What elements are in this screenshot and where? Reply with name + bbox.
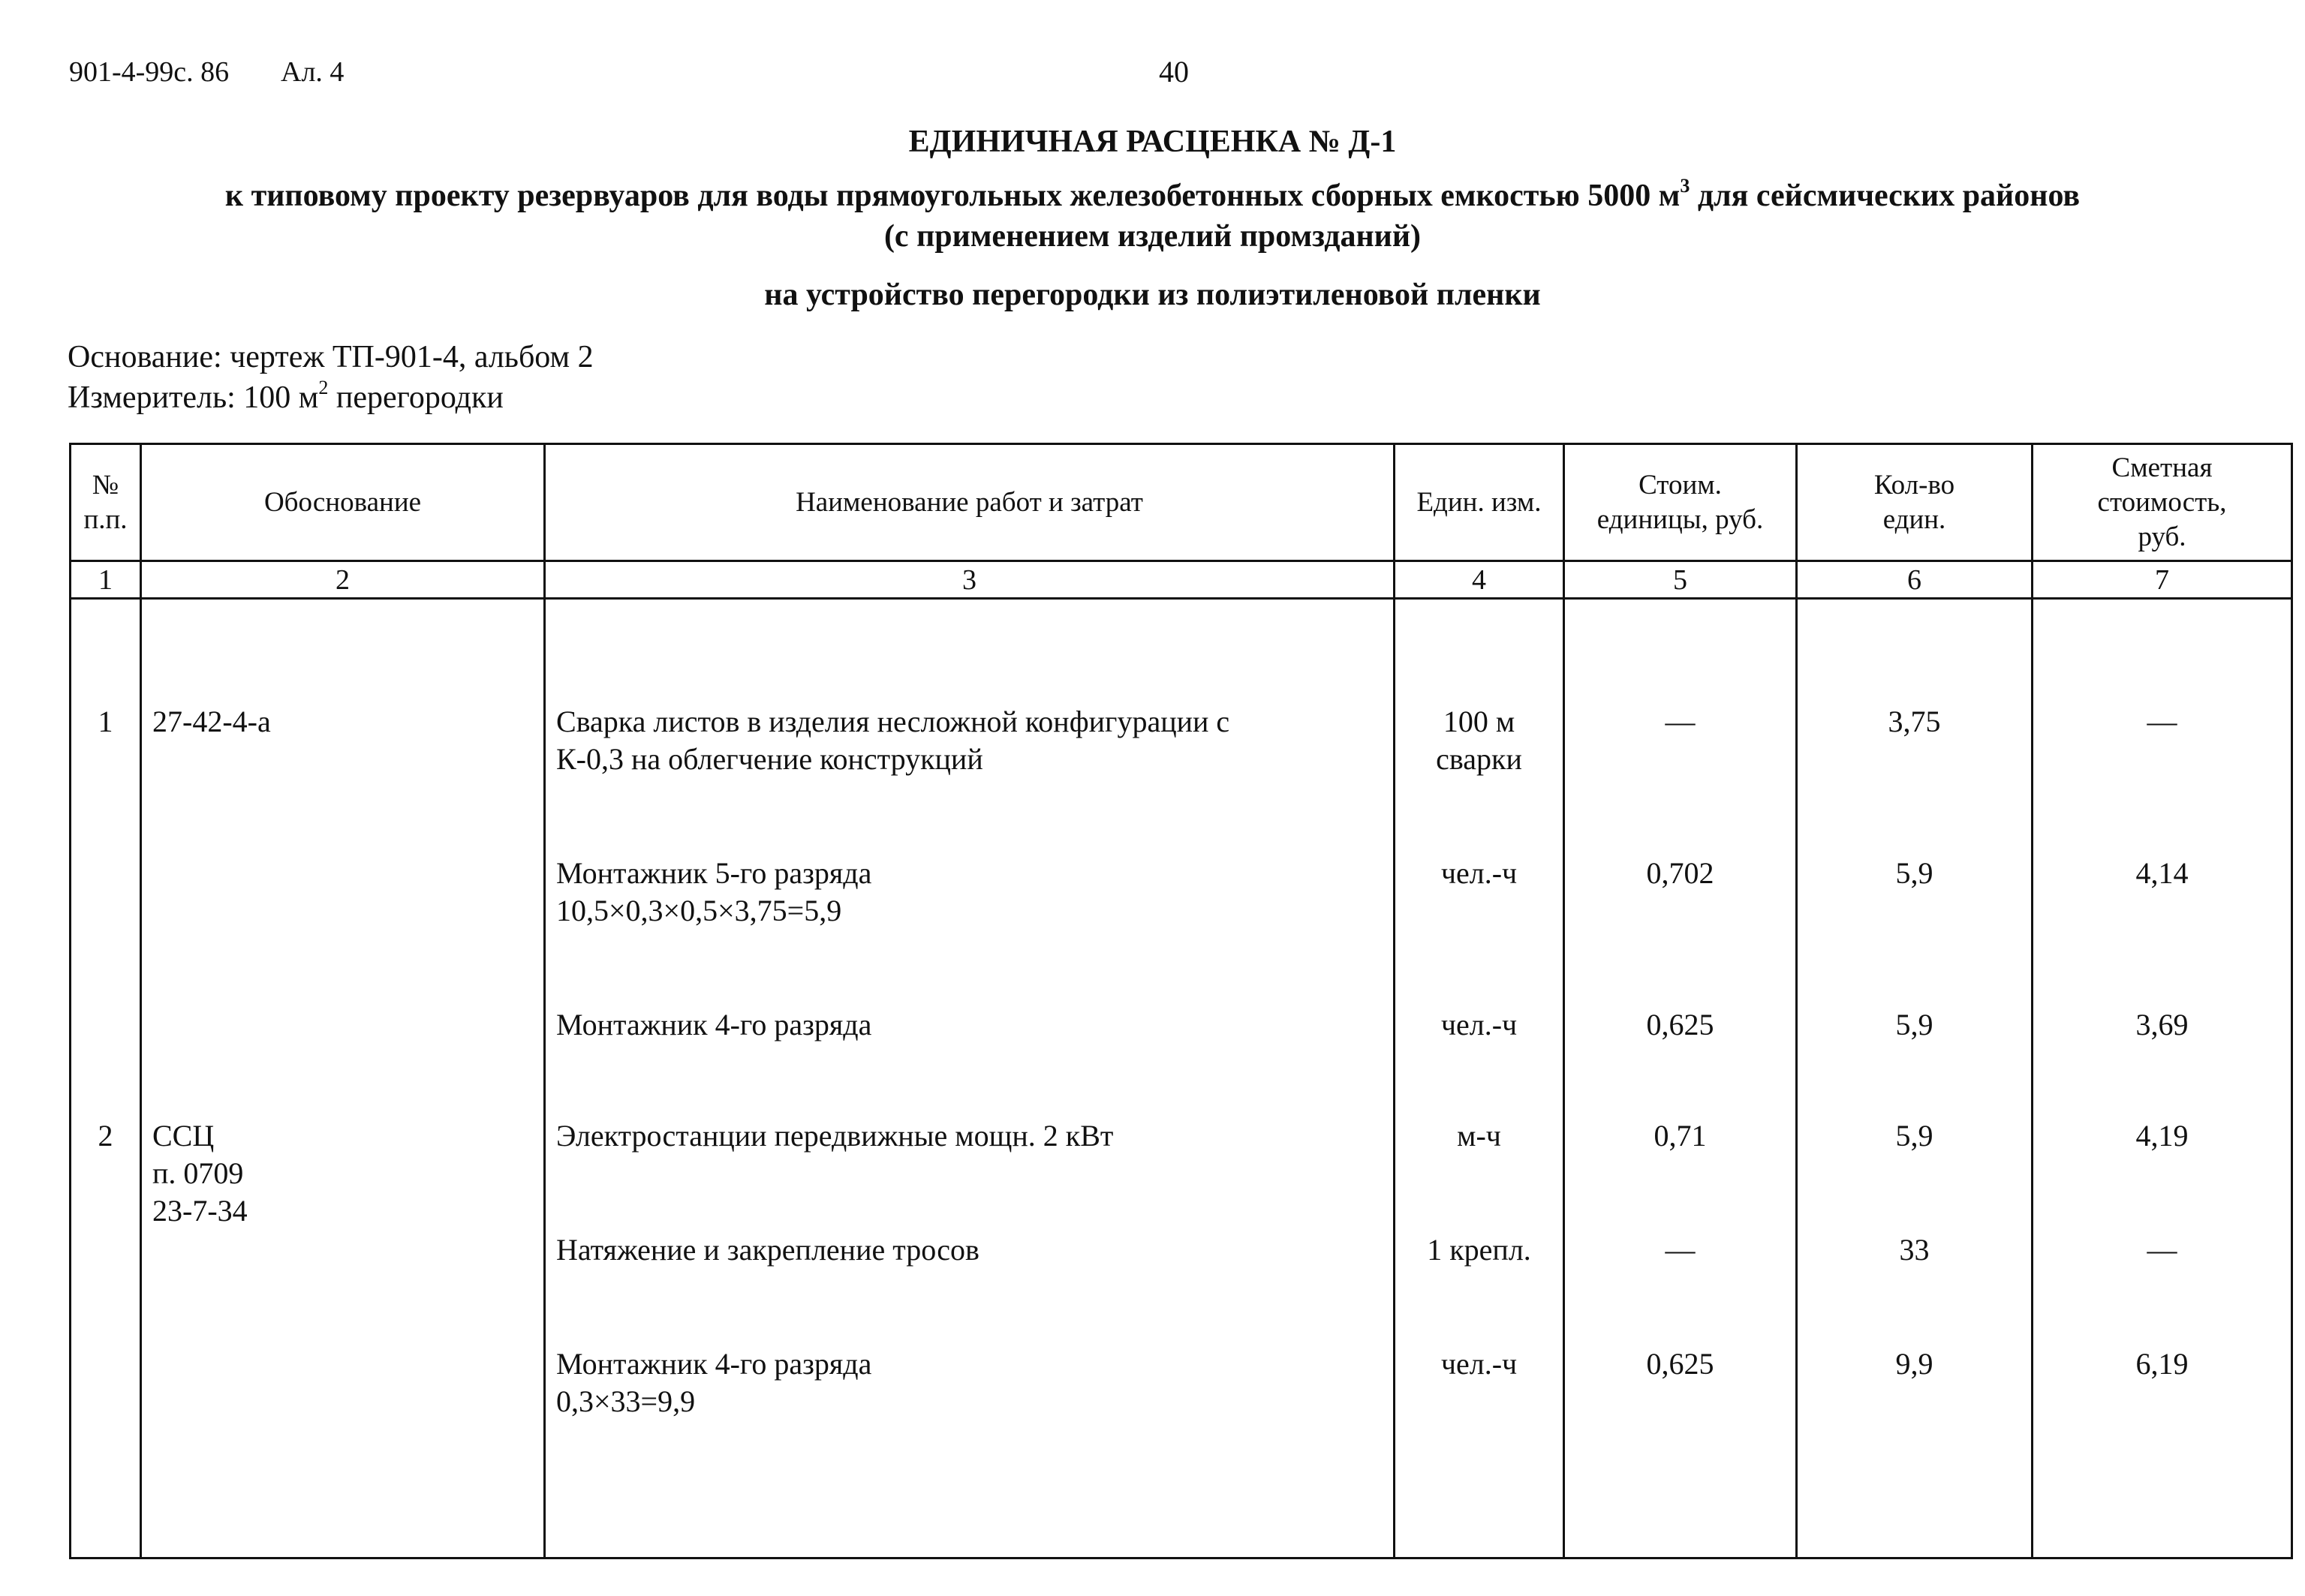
work-name: Натяжение и закрепление тросов <box>556 1233 979 1267</box>
unit-price-value: — <box>1665 705 1696 738</box>
item-number: 2 <box>98 1119 113 1153</box>
quantity-value: 5,9 <box>1895 856 1933 890</box>
table-header-row <box>71 444 2292 561</box>
header-unit: Един. изм. <box>1395 444 1564 561</box>
table-body <box>71 599 2292 1558</box>
measure-line: Измеритель: 100 $м^2$ перегородки <box>68 376 504 415</box>
album-label: Ал. 4 <box>281 56 345 88</box>
cost-value: 4,14 <box>2135 856 2189 890</box>
quantity-value: 9,9 <box>1895 1347 1933 1381</box>
unit-price-value: — <box>1665 1233 1696 1267</box>
basis-code: ССЦ п. 0709 23-7-34 <box>152 1119 248 1228</box>
unit-value: м-ч <box>1457 1119 1501 1153</box>
number-column <box>71 599 141 1558</box>
unit-value: 100 м сварки <box>1436 705 1522 776</box>
header-name: Наименование работ и затрат <box>545 444 1395 561</box>
page-number: 40 <box>1159 55 1189 89</box>
column-number: 6 <box>1797 561 2033 599</box>
unit-value: 1 крепл. <box>1427 1233 1531 1267</box>
column-number: 4 <box>1395 561 1564 599</box>
unit-value: чел.-ч <box>1440 1008 1518 1041</box>
quantity-value: 3,75 <box>1888 705 1941 738</box>
unit-price-value: 0,71 <box>1654 1119 1707 1153</box>
cost-value: — <box>2147 705 2177 738</box>
work-name: Монтажник 4-го разряда 0,3×33=9,9 <box>556 1347 872 1418</box>
cost-value: 6,19 <box>2135 1347 2189 1381</box>
column-number: 7 <box>2033 561 2292 599</box>
column-number: 5 <box>1564 561 1797 599</box>
header-quantity: Кол-во един. <box>1797 444 2033 561</box>
basis-code: 27-42-4-а <box>152 705 271 738</box>
subtitle-note: (с применением изделий промзданий) <box>883 219 1422 254</box>
unit-price-value: 0,625 <box>1646 1008 1714 1041</box>
cost-value: 4,19 <box>2135 1119 2189 1153</box>
quantity-value: 5,9 <box>1895 1119 1933 1153</box>
work-name: Электростанции передвижные мощн. 2 кВт <box>556 1119 1114 1153</box>
unit-price-value: 0,702 <box>1646 856 1714 890</box>
column-number-row <box>71 561 2292 599</box>
header-basis: Обоснование <box>141 444 545 561</box>
subtitle-work: на устройство перегородки из полиэтиленовой пленки <box>764 278 1541 312</box>
work-name: Сварка листов в изделия несложной конфигурации с К-0,3 на облегчение конструкций <box>556 705 1230 776</box>
cost-value: — <box>2147 1233 2177 1267</box>
column-number: 1 <box>71 561 141 599</box>
subtitle-project: к типовому проекту резервуаров для воды прямоугольных железобетонных сборных емкостью 5000 $м^3$ для сейсмических районов <box>224 174 2081 213</box>
name-column <box>545 599 1395 1558</box>
column-number: 2 <box>141 561 545 599</box>
unit-value: чел.-ч <box>1440 1347 1518 1381</box>
quantity-value: 5,9 <box>1895 1008 1933 1041</box>
basis-column <box>141 599 545 1558</box>
rates-table <box>69 443 2293 1559</box>
document-code: 901-4-99с. 86 <box>69 56 230 88</box>
work-name: Монтажник 5-го разряда 10,5×0,3×0,5×3,75=5,9 <box>556 856 872 927</box>
basis-line: Основание: чертеж ТП-901-4, альбом 2 <box>68 340 594 374</box>
work-name: Монтажник 4-го разряда <box>556 1008 872 1041</box>
unit-value: чел.-ч <box>1440 856 1518 890</box>
unit-price-column <box>1564 599 1797 1558</box>
quantity-value: 33 <box>1899 1233 1930 1267</box>
cost-column <box>2033 599 2292 1558</box>
column-number: 3 <box>545 561 1395 599</box>
quantity-column <box>1797 599 2033 1558</box>
header-number: № п.п. <box>71 444 141 561</box>
item-number: 1 <box>98 705 113 738</box>
unit-price-value: 0,625 <box>1646 1347 1714 1381</box>
unit-column <box>1395 599 1564 1558</box>
page-title: ЕДИНИЧНАЯ РАСЦЕНКА № Д-1 <box>908 125 1397 159</box>
header-unit-price: Стоим. единицы, руб. <box>1564 444 1797 561</box>
header-cost: Сметная стоимость, руб. <box>2033 444 2292 561</box>
cost-value: 3,69 <box>2135 1008 2189 1041</box>
